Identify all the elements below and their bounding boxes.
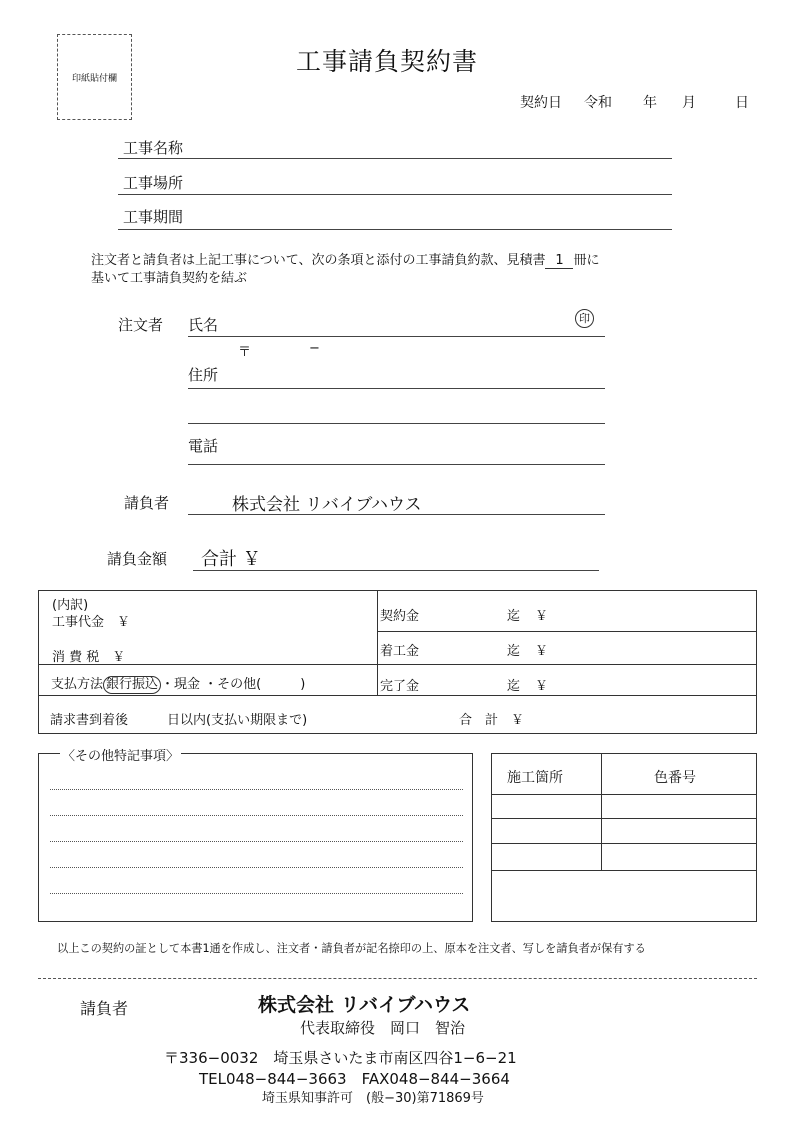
- contract-date-era: 令和: [584, 95, 612, 111]
- breakdown-divider: [377, 590, 378, 695]
- orderer-label: 注文者: [118, 316, 164, 334]
- orderer-name-label: 氏名: [188, 316, 219, 334]
- contract-date-year: 年: [643, 95, 657, 111]
- page-title: 工事請負契約書: [296, 47, 479, 76]
- footer-license: 埼玉県知事許可 (般−30)第71869号: [262, 1091, 484, 1106]
- notes-line-5: [50, 893, 463, 894]
- contractor-label: 請負者: [124, 494, 170, 512]
- notes-line-4: [50, 867, 463, 868]
- breakdown-row-line-1: [377, 631, 757, 632]
- orderer-address-line-1: [188, 388, 605, 389]
- deposit-yen: ￥: [535, 609, 549, 624]
- construction-name-line: [118, 158, 672, 159]
- cut-line: [38, 978, 757, 979]
- notes-box: [38, 753, 473, 922]
- construction-period-line: [118, 229, 672, 230]
- notes-line-3: [50, 841, 463, 842]
- deposit-until: 迄: [507, 609, 521, 624]
- intro-line-1: 注文者と請負者は上記工事について、次の条項と添付の工事請負約款、見積書 1 冊に: [91, 253, 600, 268]
- footer-contractor-label: 請負者: [80, 999, 129, 1018]
- contract-date-month: 月: [682, 95, 696, 111]
- notes-heading: 〈その他特記事項〉: [60, 745, 181, 764]
- amount-label: 請負金額: [107, 550, 168, 568]
- construction-period-label: 工事期間: [123, 208, 184, 226]
- start-payment-until: 迄: [507, 644, 521, 659]
- contractor-line: [188, 514, 605, 515]
- work-table-row-line-2: [491, 818, 757, 819]
- orderer-name-line: [188, 336, 605, 337]
- orderer-address-label: 住所: [188, 366, 219, 384]
- completion-payment-yen: ￥: [535, 679, 549, 694]
- work-table-row-line-3: [491, 843, 757, 844]
- footer-address: 〒336−0032 埼玉県さいたま市南区四谷1−6−21: [164, 1049, 517, 1067]
- contractor-company: 株式会社 リバイブハウス: [232, 495, 422, 515]
- construction-place-line: [118, 194, 672, 195]
- notes-line-1: [50, 789, 463, 790]
- seal-mark: 印: [575, 309, 594, 328]
- work-table-row-line-1: [491, 794, 757, 795]
- start-payment-yen: ￥: [535, 644, 549, 659]
- breakdown-row-line-2: [38, 664, 757, 665]
- stamp-box-label: 印紙貼付欄: [71, 73, 117, 84]
- breakdown-row-line-3: [38, 695, 757, 696]
- work-table-col-color: 色番号: [654, 770, 696, 786]
- completion-payment-until: 迄: [507, 679, 521, 694]
- payment-method: 支払方法 銀行振込 ・現金 ・その他( ): [51, 677, 306, 692]
- breakdown-heading: (内訳): [52, 598, 89, 613]
- footer-company: 株式会社 リバイブハウス: [258, 994, 471, 1016]
- work-table-col-location: 施工箇所: [507, 770, 563, 786]
- deposit-label: 契約金: [380, 609, 420, 624]
- work-table-divider: [601, 753, 602, 870]
- notes-line-2: [50, 815, 463, 816]
- breakdown-total: 合 計 ￥: [459, 713, 525, 728]
- start-payment-label: 着工金: [380, 644, 420, 659]
- revenue-stamp-box: [57, 34, 132, 120]
- orderer-address-line-2: [188, 423, 605, 424]
- orderer-phone-label: 電話: [188, 437, 219, 455]
- estimate-copies: 1: [545, 253, 573, 269]
- contract-date-label: 契約日: [520, 95, 562, 111]
- amount-total: 合計 ￥: [201, 549, 261, 570]
- construction-place-label: 工事場所: [123, 174, 184, 192]
- invoice-terms: 請求書到着後 日以内(支払い期限まで): [50, 713, 308, 728]
- contract-date-day: 日: [735, 95, 749, 111]
- postal-dash: −: [309, 341, 320, 356]
- consumption-tax: 消 費 税 ￥: [52, 650, 126, 665]
- closing-statement: 以上この契約の証として本書1通を作成し、注文者・請負者が記名捺印の上、原本を注文者、写しを請負者が保有する: [57, 942, 646, 955]
- work-table-row-line-4: [491, 870, 757, 871]
- footer-tel-fax: TEL048−844−3663 FAX048−844−3664: [199, 1070, 510, 1088]
- intro-line-2: 基いて工事請負契約を結ぶ: [91, 271, 248, 286]
- footer-representative: 代表取締役 岡口 智治: [300, 1019, 466, 1037]
- construction-name-label: 工事名称: [123, 139, 184, 157]
- construction-cost: 工事代金 ￥: [52, 615, 131, 630]
- completion-payment-label: 完了金: [380, 679, 420, 694]
- orderer-phone-line: [188, 464, 605, 465]
- amount-line: [193, 570, 599, 571]
- bank-transfer-circled: 銀行振込: [103, 676, 161, 694]
- postal-mark: 〒: [238, 345, 252, 360]
